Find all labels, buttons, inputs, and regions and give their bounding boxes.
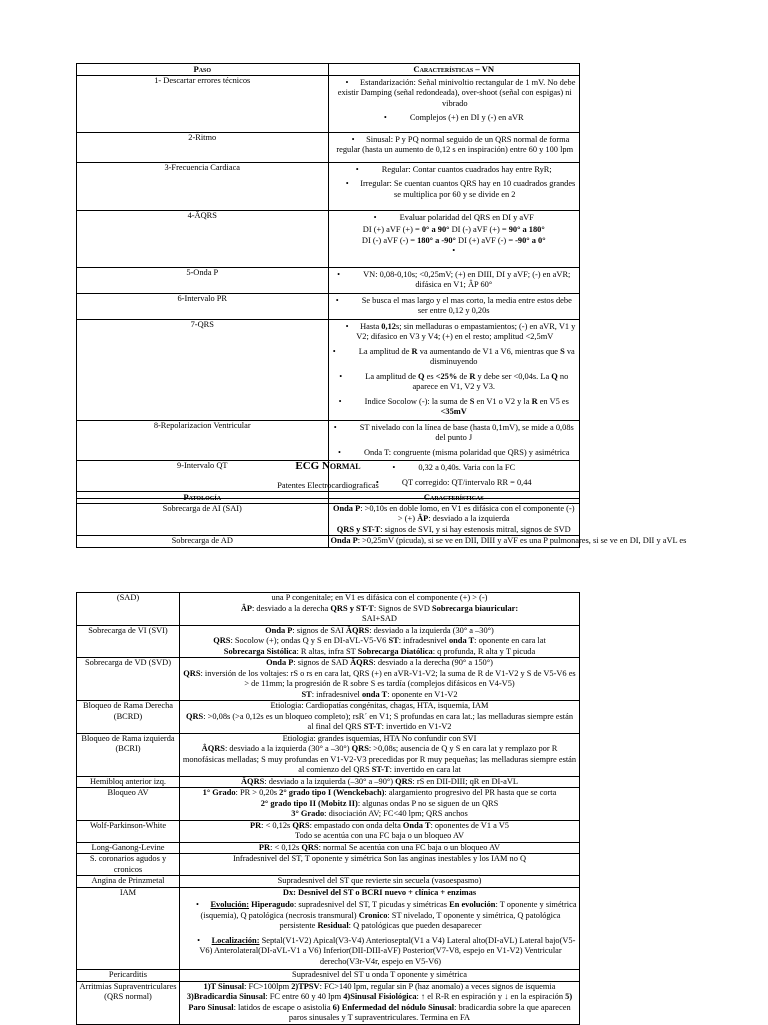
table-row xyxy=(77,625,580,658)
table-row xyxy=(77,503,580,536)
pathology-name: Hemibloq anterior izq. xyxy=(77,776,180,788)
table-row xyxy=(77,75,580,132)
pathology-details: Infradesnivel del ST, T oponente y simétrica Son las anginas inestables y los IAM no Q xyxy=(180,854,580,876)
pathology-name: Sobrecarga de AI (SAI) xyxy=(77,503,329,536)
pathology-details: ÂQRS: desviado a la izquierda (–30° a –90°) QRS: rS en DII-DIII; qR en DI-aVL xyxy=(180,776,580,788)
pathology-name: Wolf-Parkinson-White xyxy=(77,820,180,842)
pathology-name: Sobrecarga de VI (SVI) xyxy=(77,625,180,658)
pathology-details: PR: < 0,12s QRS: empastado con onda delta Onda T: oponentes de V1 a V5 Todo se acentúa con una FC baja o un bloqueo AV xyxy=(180,820,580,842)
bullet-item: • Irregular: Se cuentan cuantos QRS hay en 10 cuadrados grandes se multiplica por 60 y se divide en 2 xyxy=(331,177,578,202)
header-patologia: Patología xyxy=(77,492,329,504)
section-title: ECG Normal xyxy=(295,460,361,472)
patterns-table-continued xyxy=(76,592,580,1025)
bullet-item: • QT corregido: QT/intervalo RR = 0,44 xyxy=(331,476,578,491)
pathology-details: Onda P: >0,10s en doble lomo, en V1 es difásica con el componente (-) > (+) ÂP: desviado a la izquierda QRS y ST-T: signos de SVI, y si hay estenosis mitral, signos de SVD xyxy=(328,503,580,536)
pathology-name: Bloqueo de Rama izquierda (BCRI) xyxy=(77,733,180,776)
bullet-item: • La amplitud de R va aumentando de V1 a V6, mientras que S va disminuyendo xyxy=(331,345,578,370)
bullet-item: • Evaluar polaridad del QRS en DI y aVF xyxy=(331,211,578,226)
iam-dx: Dx: Desnivel del ST o BCRI nuevo + clínica + enzimas xyxy=(282,887,477,897)
pathology-name: Long-Ganong-Levine xyxy=(77,842,180,854)
bullet-item: • Sinusal: P y PQ normal seguido de un QRS normal de forma regular (hasta un aumento de 0,12 s en inspiración) entre 60 y 100 lpm xyxy=(331,133,578,158)
pathology-details: Etiologia: grandes isquemias, HTA No confundir con SVI ÂQRS: desviado a la izquierda (30° a –30°) QRS: >0,08s; ausencia de Q y S en cara lat y remplazo por R monofásicas melladas; S muy profundas en V1-V2-V3 precedidas por R muy pequeñas; las melladuras siempre están al comienzo del QRS ST-T: invertido en cara lat xyxy=(180,733,580,776)
step-details xyxy=(328,75,580,132)
step-label: 1- Descartar errores técnicos xyxy=(77,75,329,132)
table-row xyxy=(77,842,580,854)
step-details xyxy=(328,210,580,267)
table-row xyxy=(77,970,580,982)
step-details xyxy=(328,132,580,162)
bullet-item: • Evolución: Hiperagudo: supradesnivel del ST, T picudas y simétricas En evolución: T oponente y simétrica (isquemia), Q patológica (necrosis transmural) Cronico: ST nivelado, T oponente y simétrica, Q patológica persistente Residual: Q patológicas que pueden desaparecer xyxy=(182,898,577,934)
step-label: 5-Onda P xyxy=(77,267,329,293)
pathology-details: Onda P: signos de SAD ÂQRS: desviado a la derecha (90° a 150°) QRS: inversión de los voltajes: rS o rs en cara lat, QRS (+) en aVR-V1-V2; la suma de R de V1-V2 y S de V5-V6 es > de 11mm; la progresión de R sobre S es tardía (complejos difásicos en V4-V5) ST: infradesnivel onda T: oponente en V1-V2 xyxy=(180,658,580,701)
bullet-item: • 0,32 a 0,40s. Varia con la FC xyxy=(331,461,578,476)
pathology-details: una P congenitale; en V1 es difásica con el componente (+) > (-) ÂP: desviado a la derecha QRS y ST-T: Signos de SVD Sobrecarga biauricular: SAI+SAD xyxy=(180,593,580,626)
bullet-item: • Onda T: congruente (misma polaridad que QRS) y asimétrica xyxy=(331,446,578,461)
bullet-item: • La amplitud de Q es <25% de R y debe ser <0,04s. La Q no aparece en V1, V2 y V3. xyxy=(331,370,578,395)
bullet-item: • Hasta 0,12s; sin melladuras o empastamientos; (-) en aVR, V1 y V2; difasico en V3 y V4; (+) en el resto; amplitud <2,5mV xyxy=(331,320,578,345)
bullet-item: • Regular: Contar cuantos cuadrados hay entre RyR; xyxy=(331,163,578,178)
step-label: 3-Frecuencia Cardiaca xyxy=(77,162,329,210)
table-row xyxy=(77,210,580,267)
pathology-details xyxy=(180,887,580,970)
table-row xyxy=(77,876,580,888)
table-row xyxy=(77,981,580,1024)
header-caracteristicas: Características xyxy=(328,492,580,504)
step-label: 9-Intervalo QT xyxy=(77,461,329,499)
pathology-details: Supradesnivel del ST que revierte sin secuela (vasoespasmo) xyxy=(180,876,580,888)
pathology-details: Supradesnivel del ST u onda T oponente y simétrica xyxy=(180,970,580,982)
table-row xyxy=(77,536,580,548)
pathology-name: (SAD) xyxy=(77,593,180,626)
table-row xyxy=(77,854,580,876)
step-label: 8-Repolarizacion Ventricular xyxy=(77,420,329,461)
table-row xyxy=(77,319,580,420)
bullet-item: • ST nivelado con la línea de base (hasta 0,1mV), se mide a 0,08s del punto J xyxy=(331,421,578,446)
header-paso: Paso xyxy=(77,64,329,76)
pathology-name: Bloqueo AV xyxy=(77,788,180,821)
section-subtitle: Patentes Electrocardiograficas xyxy=(277,481,379,490)
pathology-name: Angina de Prinzmetal xyxy=(77,876,180,888)
table-row xyxy=(77,658,580,701)
pathology-details: Etiologia: Cardiopatías congénitas, chagas, HTA, isquemia, IAM QRS: >0,08s (>a 0,12s es un bloqueo completo); rsR´ en V1; S profundas en cara lat.; las melladuras siempre están al final del QRS ST-T: invertido en V1-V2 xyxy=(180,701,580,734)
table-row xyxy=(77,820,580,842)
axis-line-2: DI (-) aVF (-) = 180° a -90° DI (+) aVF (-) = -90° a 0° xyxy=(361,235,546,245)
bullet-item: • Se busca el mas largo y el mas corto, la media entre estos debe ser entre 0,12 y 0,20s xyxy=(331,294,578,319)
table-row xyxy=(77,887,580,970)
header-caracteristicas: Características – VN xyxy=(328,64,580,76)
bullet-item: • Estandarización: Señal minivoltio rectangular de 1 mV. No debe existir Damping (señal redondeada), over-shoot (señal con espigas) ni vibrado xyxy=(331,76,578,112)
step-label: 6-Intervalo PR xyxy=(77,293,329,319)
bullet-empty: • xyxy=(452,246,456,256)
table-row xyxy=(77,776,580,788)
step-label: 2-Ritmo xyxy=(77,132,329,162)
table-row xyxy=(77,420,580,461)
pathology-details: Onda P: signos de SAI ÂQRS: desviado a la izquierda (30° a –30°) QRS: Socolow (+); ondas Q y S en DI-aVL-V5-V6 ST: infradesnivel onda T: oponente en cara lat Sobrecarga Sistólica: R altas, infra ST Sobrecarga Diatólica: q profunda, R alta y T picuda xyxy=(180,625,580,658)
bullet-item: • Complejos (+) en DI y (-) en aVR xyxy=(331,111,578,126)
pathology-name: IAM xyxy=(77,887,180,970)
table-row xyxy=(77,267,580,293)
bullet-item: • Localización: Septal(V1-V2) Apical(V3-V4) Anterioseptal(V1 a V4) Lateral alto(DI-aVL) Lateral bajo(V5-V6) Anterolateral(DI-aVL-V1 a V6) Inferior(DII-DIII-aVF) Posterior(V7-V8, espejo en V1-V2) Ventricular derecho(V3r-V4r, espejo en V5-V6) xyxy=(182,934,577,970)
pathology-name: Arritmias Supraventriculares (QRS normal) xyxy=(77,981,180,1024)
pathology-name: Sobrecarga de VD (SVD) xyxy=(77,658,180,701)
bullet-item: • VN: 0,08-0,10s; <0,25mV; (+) en DIII, DI y aVF; (-) en aVR; difásica en V1; ÂP 60° xyxy=(331,268,578,293)
bullet-item: • Indice Socolow (-): la suma de S en V1 o V2 y la R en V5 es <35mV xyxy=(331,395,578,420)
step-details xyxy=(328,267,580,293)
ecg-steps-table xyxy=(76,63,580,499)
step-details xyxy=(328,319,580,420)
pathology-name: Sobrecarga de AD xyxy=(77,536,329,548)
table-row xyxy=(77,293,580,319)
pathology-details: PR: < 0,12s QRS: normal Se acentúa con una FC baja o un bloqueo AV xyxy=(180,842,580,854)
step-details xyxy=(328,293,580,319)
step-details xyxy=(328,162,580,210)
table-row xyxy=(77,788,580,821)
table-row xyxy=(77,593,580,626)
step-details xyxy=(328,420,580,461)
table-row xyxy=(77,162,580,210)
pathology-details: Onda P: >0,25mV (picuda), si se ve en DII, DIII y aVF es una P pulmonares, si se ve en DI, DII y aVL es xyxy=(328,536,580,548)
step-label: 7-QRS xyxy=(77,319,329,420)
table-row xyxy=(77,701,580,734)
axis-line-1: DI (+) aVF (+) = 0° a 90° DI (-) aVF (+) = 90° a 180° xyxy=(362,225,545,235)
pathology-name: Bloqueo de Rama Derecha (BCRD) xyxy=(77,701,180,734)
pathology-name: Pericarditis xyxy=(77,970,180,982)
pathology-name: S. coronarios agudos y cronicos xyxy=(77,854,180,876)
patterns-table xyxy=(76,491,687,548)
pathology-details: 1)T Sinusal: FC>100lpm 2)TPSV: FC>140 lpm, regular sin P (haz anomalo) a veces signos de isquemia 3)Bradicardia Sinusal: FC entre 60 y 40 lpm 4)Sinusal Fisiológica: ↑ el R-R en espiración y ↓ en la espiración 5) Paro Sinusal: latidos de escape o asistolia 6) Enfermedad del nódulo Sinusal: bradicardia sobre la que aparecen paros sinusales y T supraventriculares. Termina en FA xyxy=(180,981,580,1024)
step-label: 4-ÂQRS xyxy=(77,210,329,267)
pathology-details: 1° Grado: PR > 0,20s 2° grado tipo I (Wenckebach): alargamiento progresivo del PR hasta que se corta 2° grado tipo II (Mobitz II): algunas ondas P no se siguen de un QRS 3° Grado: disociación AV; FC<40 lpm; QRS anchos xyxy=(180,788,580,821)
table-row xyxy=(77,733,580,776)
table-row xyxy=(77,132,580,162)
